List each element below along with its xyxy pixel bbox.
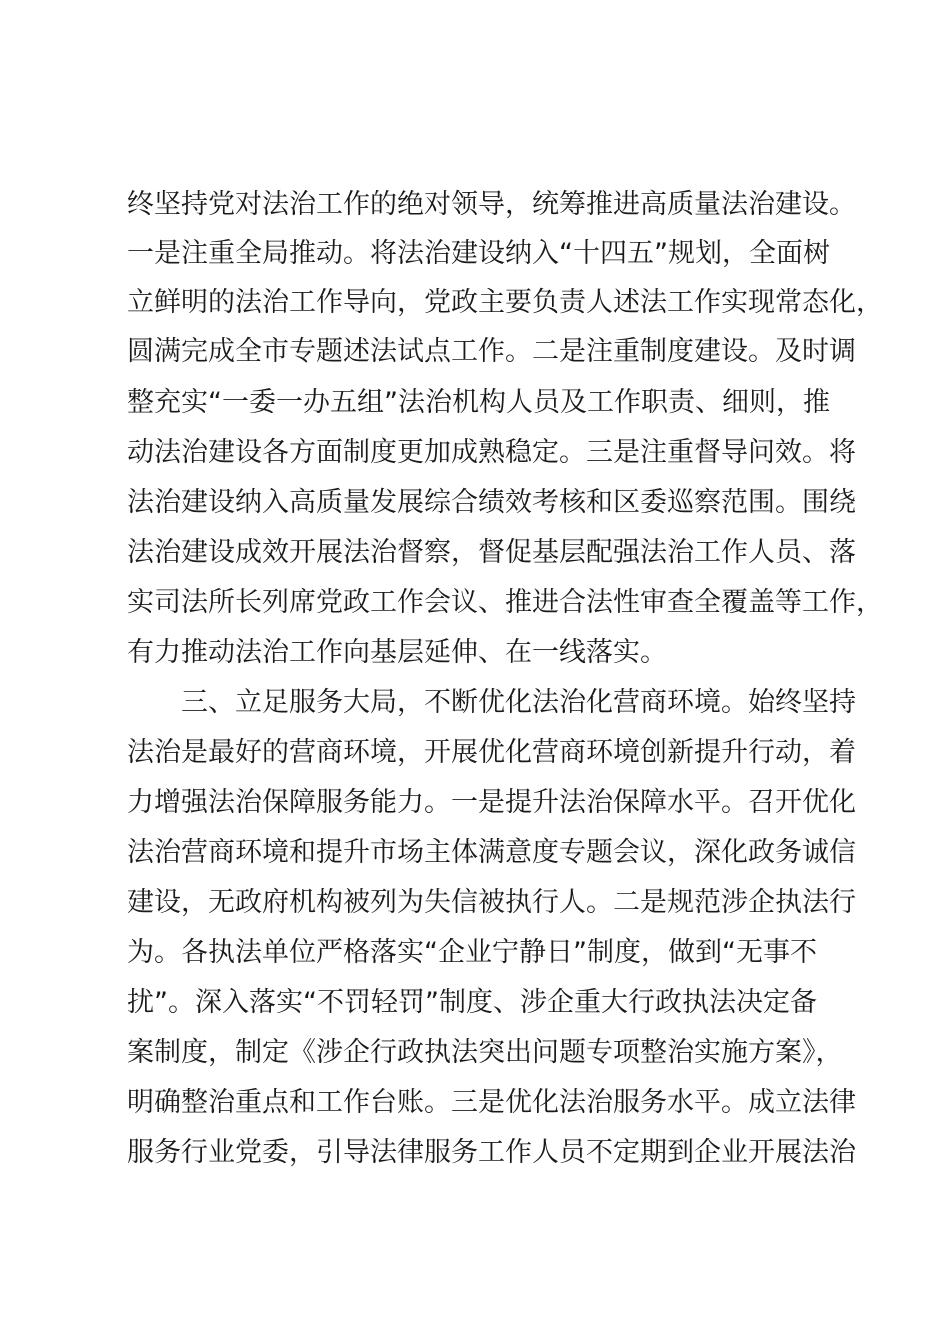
text-line: 法治是最好的营商环境，开展优化营商环境创新提升行动，着	[127, 737, 856, 768]
text-line: 整充实“一委一办五组”法治机构人员及工作职责、细则，推	[127, 387, 830, 418]
text-line: 法治建设纳入高质量发展综合绩效考核和区委巡察范围。围绕	[127, 487, 856, 518]
text-line: 终坚持党对法治工作的绝对领导，统筹推进高质量法治建设。	[127, 189, 856, 220]
text-line: 力增强法治保障服务能力。一是提升法治保障水平。召开优化	[127, 787, 856, 818]
text-line: 实司法所长列席党政工作会议、推进合法性审查全覆盖等工作，	[127, 587, 883, 618]
text-line: 立鲜明的法治工作导向，党政主要负责人述法工作实现常态化，	[127, 287, 883, 318]
text-line: 法治建设成效开展法治督察，督促基层配强法治工作人员、落	[127, 537, 856, 568]
text-line: 有力推动法治工作向基层延伸、在一线落实。	[127, 637, 667, 668]
text-line: 明确整治重点和工作台账。三是优化法治服务水平。成立法律	[127, 1087, 856, 1118]
text-line: 圆满完成全市专题述法试点工作。二是注重制度建设。及时调	[127, 336, 856, 367]
text-line: 服务行业党委，引导法律服务工作人员不定期到企业开展法治	[127, 1137, 856, 1168]
text-line: 动法治建设各方面制度更加成熟稳定。三是注重督导问效。将	[127, 437, 856, 468]
text-line: 建设，无政府机构被列为失信被执行人。二是规范涉企执法行	[127, 887, 856, 918]
section-heading-line: 三、立足服务大局，不断优化法治化营商环境。始终坚持	[181, 687, 856, 718]
text-line: 法治营商环境和提升市场主体满意度专题会议，深化政务诚信	[127, 837, 856, 868]
text-line: 一是注重全局推动。将法治建设纳入“十四五”规划，全面树	[127, 238, 830, 269]
text-line: 为。各执法单位严格落实“企业宁静日”制度，做到“无事不	[127, 937, 817, 968]
text-line: 案制度，制定《涉企行政执法突出问题专项整治实施方案》，	[127, 1037, 843, 1068]
text-line: 扰”。深入落实“不罚轻罚”制度、涉企重大行政执法决定备	[127, 987, 817, 1018]
